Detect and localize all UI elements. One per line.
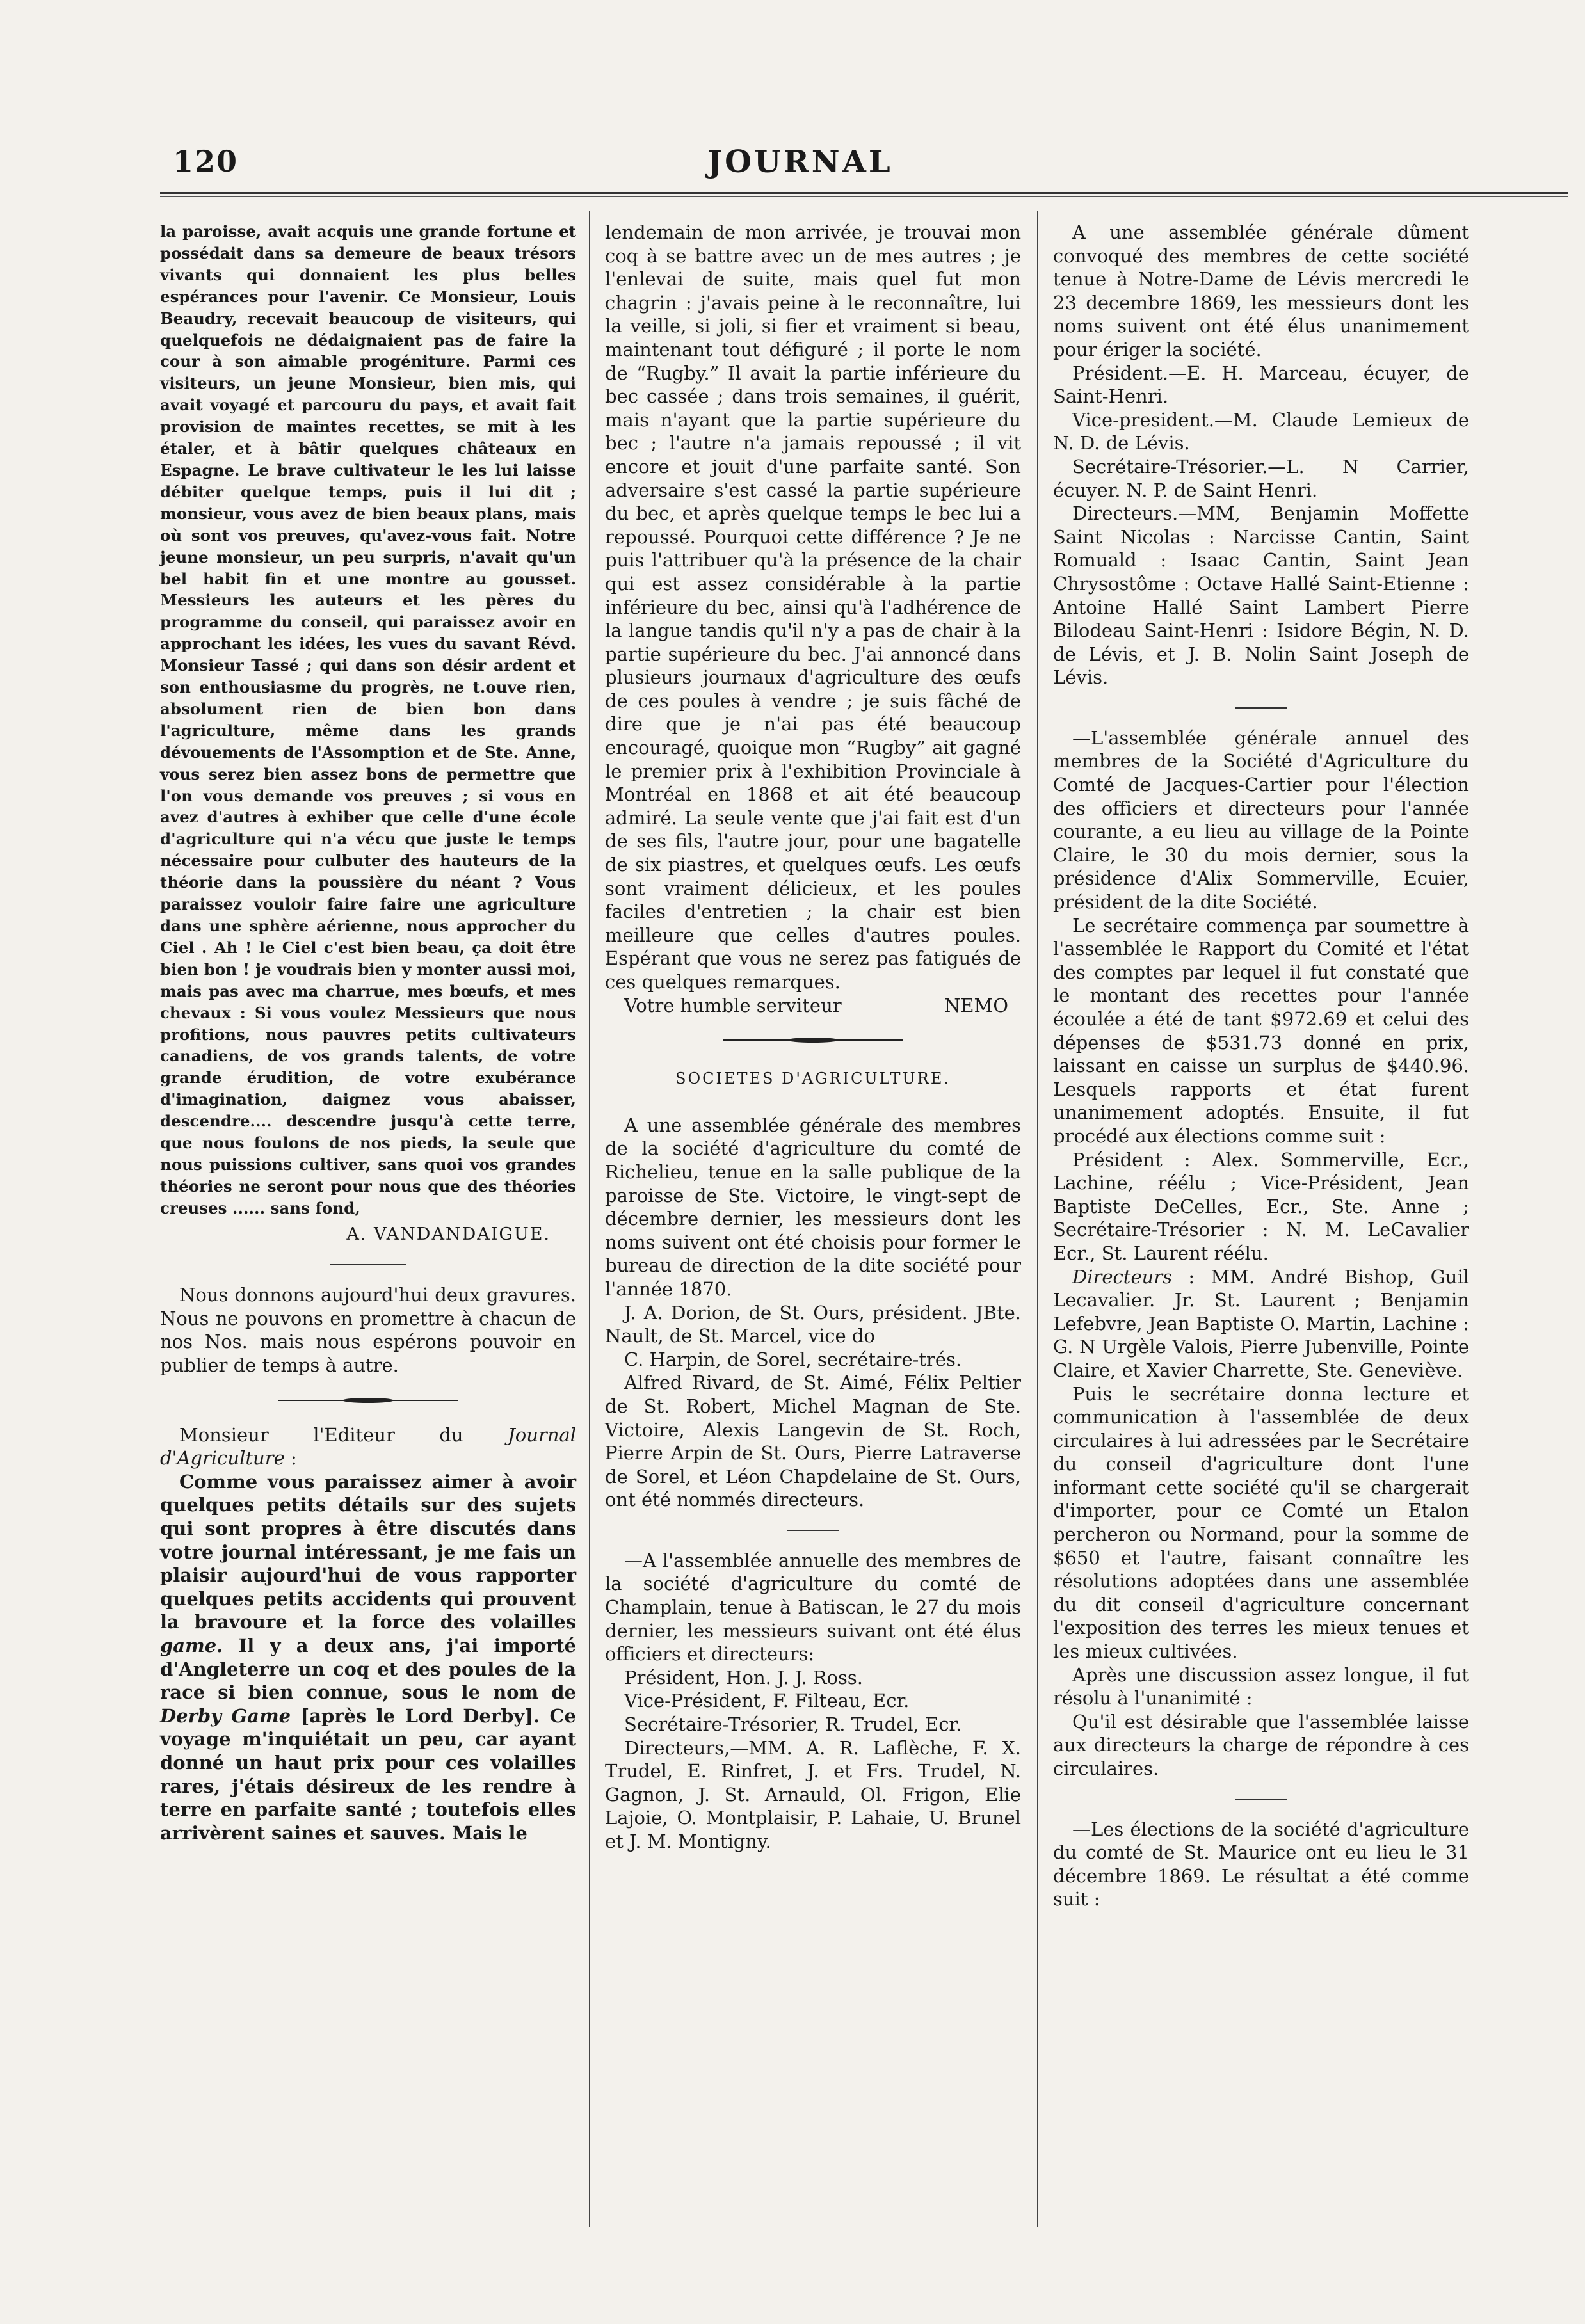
directors-text: : MM. André Bishop, Guil Lecavalier. Jr. St. Laurent ; Benjamin Lefebvre, Jean Baptiste O. Martin, Lachine : G. N Urgèle Valois, Pierre Jubenville, Pointe Claire, et Xavier Charrette, Ste. Geneviève. — [1053, 1265, 1469, 1381]
richelieu-president: J. A. Dorion, de St. Ours, président. JBte. Nault, de St. Marcel, vice do — [605, 1301, 1021, 1347]
column-3 — [1053, 221, 1469, 1911]
levis-vice-president: Vice-president.—M. Claude Lemieux de N. D. de Lévis. — [1053, 408, 1469, 454]
levis-president: Président.—E. H. Marceau, écuyer, de Saint-Henri. — [1053, 362, 1469, 408]
letter-rugby-part2: lendemain de mon arrivée, je trouvai mon coq à se battre avec un de mes autres ; je l'enlevai de suite, mais quel fut mon chagrin : j'avais peine à le reconnaître, lui la veille, si joli, si fier et vraiment si beau, maintenant tout défiguré ; il porte le nom de “Rugby.” Il avait la partie inférieure du bec cassée ; dans trois semaines, il guérit, mais n'ayant que la partie supérieure du bec ; l'autre n'a jamais repoussé ; il vit encore et jouit d'une parfaite santé. Son adversaire s'est cassé la partie supérieure du bec, et après quelque temps le bec lui a repoussé. Pourquoi cette différence ? Je ne puis l'attribuer qu'à la présence de la chair qui est assez considérable à la partie inférieure du bec, ainsi qu'à l'adhérence de la langue tandis qu'il n'y a pas de chair à la partie supérieure du bec. J'ai annoncé dans plusieurs journaux d'agriculture des œufs de ces poules à vendre ; je suis fâché de dire que je n'ai pas été beaucoup encouragé, quoique mon “Rugby” ait gagné le premier prix à l'exhibition Provinciale à Montréal en 1868 et ait été beaucoup admiré. La seule vente que j'ai fait est d'un de ses fils, l'autre jour, pour une bagatelle de six piastres, et quelques œufs. Les œufs sont vraiment délicieux, et les poules faciles d'entretien ; la chair est bien meilleure que celles d'autres poules. Espérant que vous ne serez pas fatigués de ces quelques remarques. — [605, 221, 1021, 993]
salutation-text: Monsieur l'Editeur du — [179, 1423, 508, 1446]
divider — [330, 1264, 406, 1265]
closing-text: Votre humble serviteur — [624, 994, 842, 1016]
letter-salutation — [160, 1423, 576, 1470]
levis-report: A une assemblée générale dûment convoqué des membres de cette société tenue à Notre-Dame de Lévis mercredi le 23 decembre 1869, les messieurs dont les noms suivent ont été élus unanimement pour ériger la société. — [1053, 221, 1469, 360]
header-rule — [160, 192, 1568, 197]
divider — [1235, 1799, 1287, 1800]
st-maurice-report: —Les élections de la société d'agriculture du comté de St. Maurice ont eu lieu le 31 décembre 1869. Le résultat a été comme suit : — [1053, 1818, 1469, 1911]
champlain-secretary: Secrétaire-Trésorier, R. Trudel, Ecr. — [624, 1713, 962, 1736]
champlain-president: Président, Hon. J. J. Ross. — [624, 1666, 863, 1688]
ornamental-divider — [717, 1036, 909, 1044]
column-divider-1 — [589, 211, 590, 2227]
divider — [787, 1530, 839, 1531]
column-divider-2 — [1037, 211, 1038, 2227]
notice-gravures: Nous donnons aujourd'hui deux gravures. Nous ne pouvons en promettre à chacun de nos Nos. mais nous espérons pouvoir en publier de temps à autre. — [160, 1284, 576, 1377]
page-number: 120 — [173, 144, 239, 179]
letter-vandandaigue-body: la paroisse, avait acquis une grande fortune et possédait dans sa demeure de beaux trésors vivants qui donnaient les plus belles espérances pour l'avenir. Ce Monsieur, Louis Beaudry, recevait beaucoup de visiteurs, qui quelquefois ne dédaignaient pas de faire la cour à son aimable progéniture. Parmi ces visiteurs, un jeune Monsieur, bien mis, qui avait voyagé et parcouru du pays, et avait fait provision de maintes recettes, se mit à les étaler, et à bâtir quelques châteaux en Espagne. Le brave cultivateur le les lui laisse débiter quelque temps, puis il lui dit ; monsieur, vous avez de bien beaux plans, mais où sont vos preuves, qu'avez-vous fait. Notre jeune monsieur, un peu surpris, n'avait qu'un bel habit fin et une montre au gousset. Messieurs les auteurs et les pères du programme du conseil, qui paraissez avoir en approchant les idées, les vues du savant Révd. Monsieur Tassé ; qui dans son désir ardent et son enthousiasme du progrès, ne t.ouve rien, absolument rien de bien bon dans l'agriculture, même dans les grands dévouements de l'Assomption et de Ste. Anne, vous serez bien assez bons de permettre que l'on vous demande vos preuves ; si vous en avez d'autres à exhiber que celle d'une école d'agriculture qui n'a vécu que juste le temps nécessaire pour culbuter des hauteurs de la théorie dans la poussière du néant ? Vous paraissez vouloir faire faire une agriculture dans une sphère aérienne, nous approcher du Ciel . Ah ! le Ciel c'est bien beau, ça doit être bien bon ! je voudrais bien y monter aussi moi, mais pas avec ma charrue, mes bœufs, et mes chevaux : Si vous voulez Messieurs que nous profitions, nous pauvres petits cultivateurs canadiens, de vos grands talents, de votre grande érudition, de votre exubérance d'imagination, daignez vous abaisser, descendre.... descendre jusqu'à cette terre, que nous foulons de nos pieds, la seule que nous puissions cultiver, sans quoi vos grandes théories ne seront pour nous que des théories creuses ...... sans fond, — [160, 222, 576, 1217]
levis-directors: Directeurs.—MM, Benjamin Moffette Saint Nicolas : Narcisse Cantin, Saint Romuald : Isaac Cantin, Saint Jean Chrysostôme : Octave Hallé Saint-Etienne : Antoine Hallé Saint Lambert Pierre Bilodeau Saint-Henri : Isidore Bégin, N. D. de Lévis, et J. B. Nolin Saint Joseph de Lévis. — [1053, 502, 1469, 689]
champlain-vice-president: Vice-Président, F. Filteau, Ecr. — [624, 1690, 910, 1712]
signature-vandandaigue: A. VANDANDAIGUE. — [346, 1224, 551, 1244]
letter-closing — [605, 994, 1021, 1018]
column-2 — [605, 221, 1021, 1854]
section-title: SOCIETES D'AGRICULTURE. — [675, 1070, 951, 1088]
jacques-cartier-circulars: Puis le secrétaire donna lecture et communication à l'assemblée de deux circulaires à lui adressées par le Secrétaire du conseil d'agriculture dont l'une informant cette société qu'il se chargerait d'importer, pour ce Comté un Etalon percheron ou Normand, pour la somme de $650 et l'autre, faisant connaître les résolutions adoptées dans une assemblée du dit conseil d'agriculture concernant l'exposition des terres les mieux tenues et les mieux cultivées. — [1053, 1382, 1469, 1663]
jacques-cartier-resolution: Après une discussion assez longue, il fut résolu à l'unanimité : — [1053, 1663, 1469, 1710]
jacques-cartier-directors — [1053, 1265, 1469, 1382]
champlain-report: —A l'assemblée annuelle des membres de la société d'agriculture du comté de Champlain, tenue à Batiscan, le 27 du mois dernier, les messieurs suivant ont été élus officiers et directeurs: — [605, 1549, 1021, 1665]
levis-secretary: Secrétaire-Trésorier.—L. N Carrier, écuyer. N. P. de Saint Henri. — [1053, 455, 1469, 501]
jacques-cartier-report: —L'assemblée générale annuel des membres de la Société d'Agriculture du Comté de Jacques-Cartier pour l'élection des officiers et directeurs pour l'année courante, a eu lieu au village de la Pointe Claire, le 30 du mois dernier, sous la présidence d'Alix Sommerville, Ecuier, président de la dite Société. — [1053, 726, 1469, 913]
text-span: [après le Lord Derby]. Ce voyage m'inquiétait un peu, car ayant donné un haut prix pour ces volailles rares, j'étais désireux de les rendre à terre en parfaite santé ; toutefois elles arrivèrent saines et sauves. Mais le — [160, 1704, 576, 1844]
journal-name: Journal d'Agriculture — [160, 1423, 576, 1470]
jacques-cartier-resolution-text: Qu'il est désirable que l'assemblée laisse aux directeurs la charge de répondre à ces circulaires. — [1053, 1710, 1469, 1779]
text-span: Il y a deux ans, j'ai importé d'Angleterre un coq et des poules de la race si bien connue, sous le nom de — [160, 1635, 576, 1704]
text-span-italic: game. — [160, 1635, 223, 1656]
text-span-italic: Derby Game — [160, 1704, 291, 1727]
jacques-cartier-officers: Président : Alex. Sommerville, Ecr., Lachine, réélu ; Vice-Président, Jean Baptiste DeCelles, Ecr., Ste. Anne ; Secrétaire-Trésorier : N. M. LeCavalier Ecr., St. Laurent réélu. — [1053, 1148, 1469, 1264]
directors-label: Directeurs — [1072, 1265, 1173, 1288]
divider — [1235, 707, 1287, 709]
letter-rugby-part1 — [160, 1470, 576, 1845]
page-header — [160, 144, 1440, 182]
champlain-directors: Directeurs,—MM. A. R. Laflèche, F. X. Trudel, E. Rinfret, J. et Frs. Trudel, N. Gagnon, J. St. Arnauld, Ol. Frigon, Elie Lajoie, O. Montplaisir, P. Lahaie, U. Brunel et J. M. Montigny. — [605, 1736, 1021, 1852]
richelieu-report: A une assemblée générale des membres de la société d'agriculture du comté de Richelieu, tenue en la salle publique de la paroisse de Ste. Victoire, le vingt-sept de décembre dernier, les messieurs dont les noms suivent ont été choisis pour former le bureau de direction de la dite société pour l'année 1870. — [605, 1114, 1021, 1300]
column-1 — [160, 221, 576, 1845]
ornamental-divider — [272, 1397, 464, 1404]
richelieu-secretary: C. Harpin, de Sorel, secrétaire-trés. — [624, 1348, 962, 1370]
text-span: Comme vous paraissez aimer à avoir quelques petits détails sur des sujets qui sont propres à être discutés dans votre journal intéressant, je me fais un plaisir aujourd'hui de vous rapporter quelques petits accidents qui prouvent la bravoure et la force des volailles — [160, 1470, 576, 1633]
salutation-colon: : — [284, 1447, 297, 1470]
signature-nemo: NEMO — [944, 994, 1008, 1016]
page-title: JOURNAL — [707, 144, 893, 180]
jacques-cartier-accounts: Le secrétaire commença par soumettre à l'assemblée le Rapport du Comité et l'état des comptes par lequel il fut constaté que le montant des recettes pour l'année écoulée a été de tant $972.69 et celui des dépenses de $531.73 donné en prix, laissant en caisse un surplus de $440.96. Lesquels rapports et état furent unanimement adoptés. Ensuite, il fut procédé aux élections comme suit : — [1053, 914, 1469, 1147]
richelieu-directors: Alfred Rivard, de St. Aimé, Félix Peltier de St. Robert, Michel Magnan de Ste. Victoire, Alexis Langevin de St. Roch, Pierre Arpin de St. Ours, Pierre Latraverse de Sorel, et Léon Chapdelaine de St. Ours, ont été nommés directeurs. — [605, 1372, 1021, 1511]
